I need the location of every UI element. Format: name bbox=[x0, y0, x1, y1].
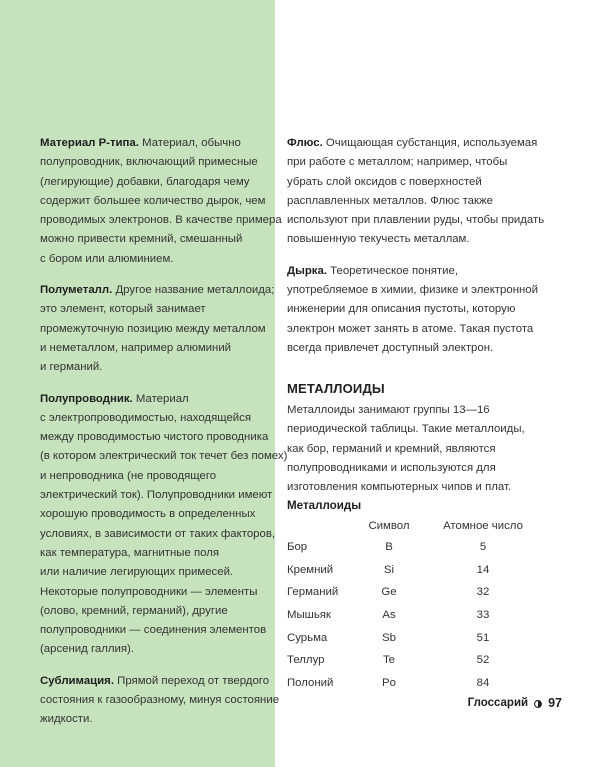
element-symbol: Si bbox=[383, 563, 395, 576]
page-footer bbox=[468, 696, 562, 710]
entry-term: Дырка. bbox=[287, 264, 328, 277]
atomic-number: 84 bbox=[476, 676, 490, 689]
metalloids-table bbox=[287, 516, 543, 694]
footer-section-label: Глоссарий bbox=[467, 697, 529, 709]
glossary-entry-hole: Дырка. Теоретическое понятие, употребляемое в химии, физике и электронной инженерии для описания пустоты, которую электрон может занять в атоме. Такая пустота всегда привлечет доступный электрон. bbox=[287, 264, 538, 354]
element-name: Сурьма bbox=[287, 631, 328, 644]
table-row bbox=[287, 581, 543, 604]
table-row bbox=[287, 672, 543, 695]
glossary-entry-p-type: Материал P-типа. Материал, обычно полупроводник, включающий примесные (легирующие) добавки, благодаря чему содержит большее количество дырок, чем проводимых электронов. В качестве примера можно привести кремний, смешанный с бором или алюминием. bbox=[40, 137, 282, 265]
glossary-entry-sublimation: Сублимация. Прямой переход от твердого состояния к газообразному, минуя состояние жидкости. bbox=[40, 674, 280, 726]
atomic-number: 32 bbox=[476, 586, 490, 599]
glossary-entry-flux: Флюс. Очищающая субстанция, используемая при работе с металлом; например, чтобы убрать слой оксидов с поверхностей расплавленных металлов. Флюс также используют при плавлении руды, чтобы придать повышенную текучесть металлам. bbox=[287, 137, 545, 246]
glossary-right-column bbox=[287, 134, 545, 370]
atomic-number: 51 bbox=[476, 631, 490, 644]
entry-term: Полуметалл. bbox=[40, 284, 113, 297]
entry-term: Флюс. bbox=[287, 137, 323, 149]
element-name: Теллур bbox=[287, 654, 325, 667]
section-text: Металлоиды занимают группы 13—16 периодической таблицы. Такие металлоиды, как бор, германий и кремний, являются полупроводниками и используются для изготовления компьютерных чипов и плат. bbox=[287, 404, 525, 494]
element-symbol: B bbox=[385, 541, 393, 554]
table-row bbox=[287, 604, 543, 627]
element-symbol: Te bbox=[382, 654, 396, 667]
element-name: Бор bbox=[287, 541, 308, 554]
entry-term: Материал P-типа. bbox=[40, 137, 139, 149]
entry-term: Сублимация. bbox=[40, 674, 114, 687]
table-row bbox=[287, 536, 543, 559]
element-symbol: As bbox=[382, 609, 396, 622]
table-title: Металлоиды bbox=[287, 499, 362, 512]
section-title: МЕТАЛЛОИДЫ bbox=[287, 381, 385, 396]
glossary-entry-semiconductor: Полупроводник. Материал с электропроводимостью, находящейся между проводимостью чистого проводника (в котором электрический ток течет без помех) и непроводника (не проводящего электрический ток). Полупроводники имеют хорошую проводимость в определенных условиях, в зависимости от таких факторов, как температура, магнитные поля или наличие легирующих примесей. Некоторые полупроводники — элементы (олово, кремний, германий), другие полупроводники — соединения элементов (арсенид галлия). bbox=[40, 392, 288, 656]
atomic-number: 33 bbox=[476, 609, 490, 622]
atomic-number: 5 bbox=[479, 541, 487, 554]
atomic-number: 52 bbox=[476, 654, 490, 667]
element-name: Кремний bbox=[287, 563, 334, 576]
table-row bbox=[287, 649, 543, 672]
column-header bbox=[287, 516, 355, 536]
table-row bbox=[287, 559, 543, 582]
element-name: Германий bbox=[287, 586, 339, 599]
glossary-left-column bbox=[40, 134, 288, 742]
element-name: Полоний bbox=[287, 676, 334, 689]
table-row bbox=[287, 626, 543, 649]
glossary-entry-semimetal: Полуметалл. Другое название металлоида; это элемент, который занимает промежуточную позицию между металлом и неметаллом, например алюминий и германий. bbox=[40, 284, 275, 374]
element-symbol: Sb bbox=[382, 631, 396, 644]
element-symbol: Po bbox=[382, 676, 396, 689]
column-header: Символ bbox=[368, 520, 410, 532]
element-symbol: Ge bbox=[381, 586, 397, 599]
entry-term: Полупроводник. bbox=[40, 392, 133, 405]
half-circle-icon bbox=[534, 699, 542, 707]
atomic-number: 14 bbox=[476, 563, 490, 576]
table-header-row bbox=[287, 516, 543, 536]
page-number: 97 bbox=[548, 696, 562, 710]
element-name: Мышьяк bbox=[287, 609, 331, 622]
column-header: Атомное число bbox=[443, 520, 523, 532]
